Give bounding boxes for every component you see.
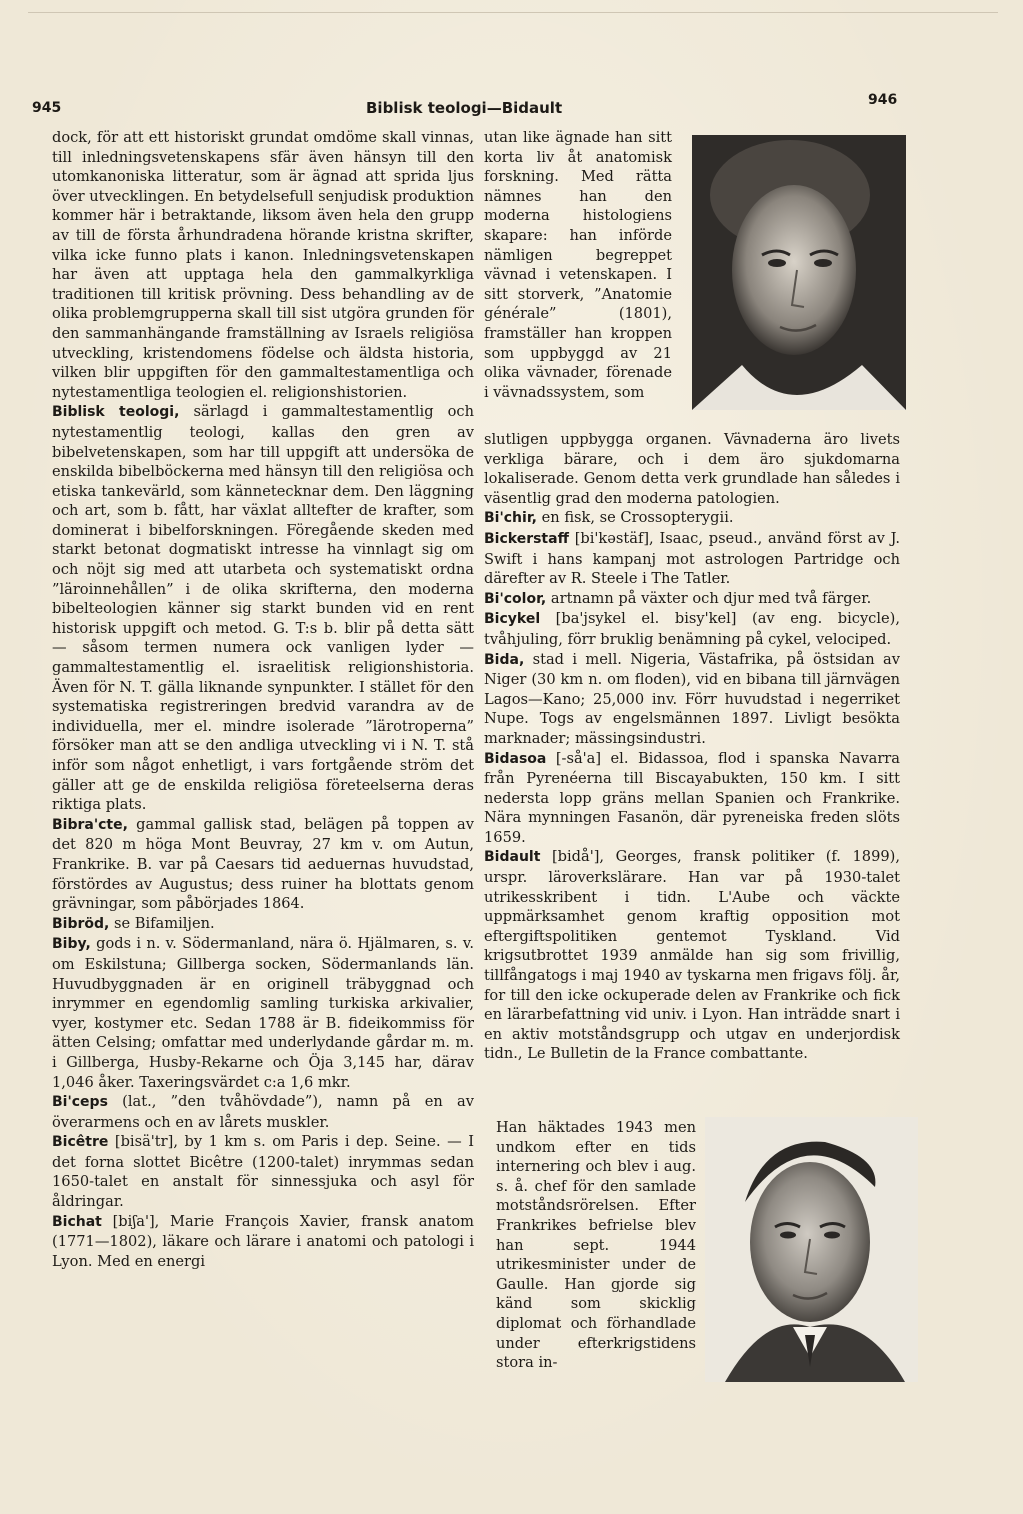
running-head: Biblisk teologi—Bidault (366, 99, 563, 117)
entry-bida (484, 650, 900, 749)
headword: Bicêtre (52, 1134, 109, 1151)
entry-text: [bidå'], Georges, fransk politiker (f. 1899), urspr. läroverkslärare. Han var på 1930-talet utrikesskribent i tidn. L'Aube och väckte uppmärksamhet genom kraftig opposition mot eftergiftspolitiken gentemot Tyskland. Vid krigsutbrottet 1939 anmälde han sig som frivillig, tillfångatogs i maj 1940 av tyskarna men frigavs följ. år, for till den icke ockuperade delen av Frankrike och fick en lärarbefattning vid univ. i Lyon. Han inträdde snart i en aktiv motståndsgrupp och utgav en underjordisk tidn., Le Bulletin de la France combattante. (484, 848, 900, 1063)
entry-text: [bisä'tr], by 1 km s. om Paris i dep. Seine. — I det forna slottet Bicêtre (1200-talet) inrymmas sedan 1650-talet en anstalt för sinnessjuka och asyl för åldringar. (52, 1133, 474, 1211)
entry-biby (52, 934, 474, 1092)
headword: Bi'ceps (52, 1094, 108, 1111)
entry-bibracte (52, 815, 474, 914)
portrait-bichat (692, 135, 906, 410)
headword: Bidasoa (484, 750, 547, 767)
entry-bidasoa (484, 749, 900, 848)
entry-text: se Bifamiljen. (109, 914, 215, 932)
portrait-bidault-image (705, 1117, 918, 1382)
headword: Bidault (484, 849, 541, 866)
entry-text: [bi'kəstäf], Isaac, pseud., använd först av J. Swift i hans kampanj mot astrologen Partridge och därefter av R. Steele i The Tatler. (484, 529, 900, 588)
page-number-right: 946 (868, 92, 898, 108)
headword: Bi'chir, (484, 510, 537, 527)
right-column-top (484, 128, 672, 402)
entry-text: [-så'a] el. Bidassoa, flod i spanska Navarra från Pyrenéerna till Biscayabukten, 150 km. I sitt nedersta lopp gräns mellan Spanien och Frankrike. Nära mynningen Fasanön, där pyreneiska freden slöts 1659. (484, 749, 900, 846)
continued-paragraph: slutligen uppbygga organen. Vävnaderna äro livets verkliga bärare, och i dem äro sjukdomarna lokaliserade. Genom detta verk grundlade han således i väsentlig grad den moderna patologien. (484, 431, 900, 507)
entry-bichat (52, 1212, 474, 1272)
right-column-bottom (496, 1118, 696, 1373)
entry-bicetre (52, 1132, 474, 1211)
entry-text: (lat., ”den tvåhövdade”), namn på en av överarmens och en av lårets muskler. (52, 1093, 474, 1131)
portrait-bichat-image (692, 135, 906, 410)
headword: Bicykel (484, 611, 541, 628)
continued-paragraph: utan like ägnade han sitt korta liv åt anatomisk forskning. Med rätta nämnes han den moderna histologiens skapare: han införde nämligen begreppet vävnad i vetenskapen. I sitt storverk, ”Anatomie générale” (1801), framställer han kroppen som uppbyggd av 21 olika vävnader, förenade i vävnadssystem, som (484, 129, 672, 401)
entry-bidault (484, 847, 900, 1064)
headword: Bibra'cte, (52, 816, 128, 833)
headword: Bichat (52, 1213, 102, 1230)
entry-biblisk-teologi (52, 402, 474, 814)
headword: Biblisk teologi, (52, 404, 180, 421)
headword: Bickerstaff (484, 530, 569, 547)
top-rule (28, 12, 998, 13)
entry-bicykel (484, 609, 900, 649)
entry-bickerstaff (484, 529, 900, 589)
left-column (52, 128, 474, 1271)
headword: Bibröd, (52, 915, 110, 932)
entry-text: gods i n. v. Södermanland, nära ö. Hjälmaren, s. v. om Eskilstuna; Gillberga socken, Södermanlands län. Huvudbyggnaden är en originell träbyggnad och inrymmer en egendomlig samling turkiska arkivalier, vyer, kostymer etc. Sedan 1788 är B. fideikommiss för ätten Celsing; omfattar med underlydande gårdar m. m. i Gillberga, Husby-Rekarne och Öja 3,145 har, därav 1,046 åker. Taxeringsvärdet c:a 1,6 mkr. (52, 935, 474, 1091)
entry-text: gammal gallisk stad, belägen på toppen av det 820 m höga Mont Beuvray, 27 km v. om Autun, Frankrike. B. var på Caesars tid aeduernas huvudstad, förstördes av Augustus; dess ruiner ha blottats genom grävningar, som påbörjades 1864. (52, 815, 474, 913)
entry-text: särlagd i gammaltestamentlig och nytestamentlig teologi, kallas den gren av bibelvetenskapen, som har till uppgift att undersöka de enskilda bibelböckerna med hänsyn till den religiösa och etiska tankevärld, som kännetecknar dem. Den läggning och art, som b. fått, har växlat alltefter de krafter, som dominerat i bibelforskningen. Föregående skeden med starkt betonat dogmatiskt intresse ha vinnlagt sig om och nöjt sig med att utarbeta och systematiskt ordna ”läroinnehållen” i de olika skrifterna, den moderna bibelteologien känner sig starkt bunden vid en rent historisk uppgift och metod. G. T:s b. blir på detta sätt — såsom termen numera ock vanligen lyder — gammaltestamentlig el. israelitisk religionshistoria. Även för N. T. gälla liknande synpunkter. I stället för den systematiska registreringen bredvid varandra av de individuella, mer el. mindre isolerade ”lärotroperna” försöker man att se den andliga utveckling vi i N. T. stå inför som något enhetligt, i vars fortgående ström det gäller att ge de enskilda religiösa företeelserna deras riktiga plats. (52, 403, 475, 814)
entry-text: [biʃa'], Marie François Xavier, fransk anatom (1771—1802), läkare och lärare i anatomi och patologi i Lyon. Med en energi (52, 1212, 474, 1270)
entry-text: stad i mell. Nigeria, Västafrika, på östsidan av Niger (30 km n. om floden), vid en bibana till järnvägen Lagos—Kano; 25,000 inv. Förr huvudstad i negerriket Nupe. Togs av engelsmännen 1897. Livligt besökta marknader; mässingsindustri. (484, 650, 900, 747)
page-number-left: 945 (32, 100, 62, 116)
right-column (484, 430, 900, 1064)
entry-bicolor (484, 589, 900, 610)
entry-bibrod (52, 914, 474, 935)
entry-text: en fisk, se Crossopterygii. (537, 509, 734, 527)
entry-text: [ba'jsykel el. bisy'kel] (av eng. bicycle), tvåhjuling, förr bruklig benämning på cykel, velociped. (484, 610, 900, 648)
headword: Bida, (484, 651, 525, 668)
continued-paragraph: dock, för att ett historiskt grundat omdöme skall vinnas, till inledningsvetenskapens sfär även hänsyn till den utomkanoniska litteratur, som är ägnad att sprida ljus över utvecklingen. En betydelsefull senjudisk produktion kommer här i betraktande, liksom även hela den grupp av till de första århundradena hörande kristna skrifter, vilka icke funno plats i kanon. Inledningsvetenskapen har även att upptaga hela den gammalkyrkliga traditionen till kritisk prövning. Dess behandling av de olika problemgrupperna skall till sist utgöra grunden för den sammanhängande framställning av Israels religiösa utveckling, kristendomens födelse och äldsta historia, vilken blir uppgiften för den gammaltestamentliga och nytestamentliga teologien el. religionshistorien. (52, 129, 474, 401)
continued-paragraph: Han häktades 1943 men undkom efter en tids internering och blev i aug. s. å. chef för den samlade motståndsrörelsen. Efter Frankrikes befrielse blev han sept. 1944 utrikesminister under de Gaulle. Han gjorde sig känd som skicklig diplomat och förhandlade under efterkrigstidens stora in- (496, 1119, 696, 1372)
headword: Bi'color, (484, 590, 547, 607)
entry-biceps (52, 1092, 474, 1132)
headword: Biby, (52, 936, 91, 953)
entry-bichir (484, 508, 900, 529)
entry-text: artnamn på växter och djur med två färger. (546, 589, 872, 607)
portrait-bidault (705, 1117, 918, 1382)
